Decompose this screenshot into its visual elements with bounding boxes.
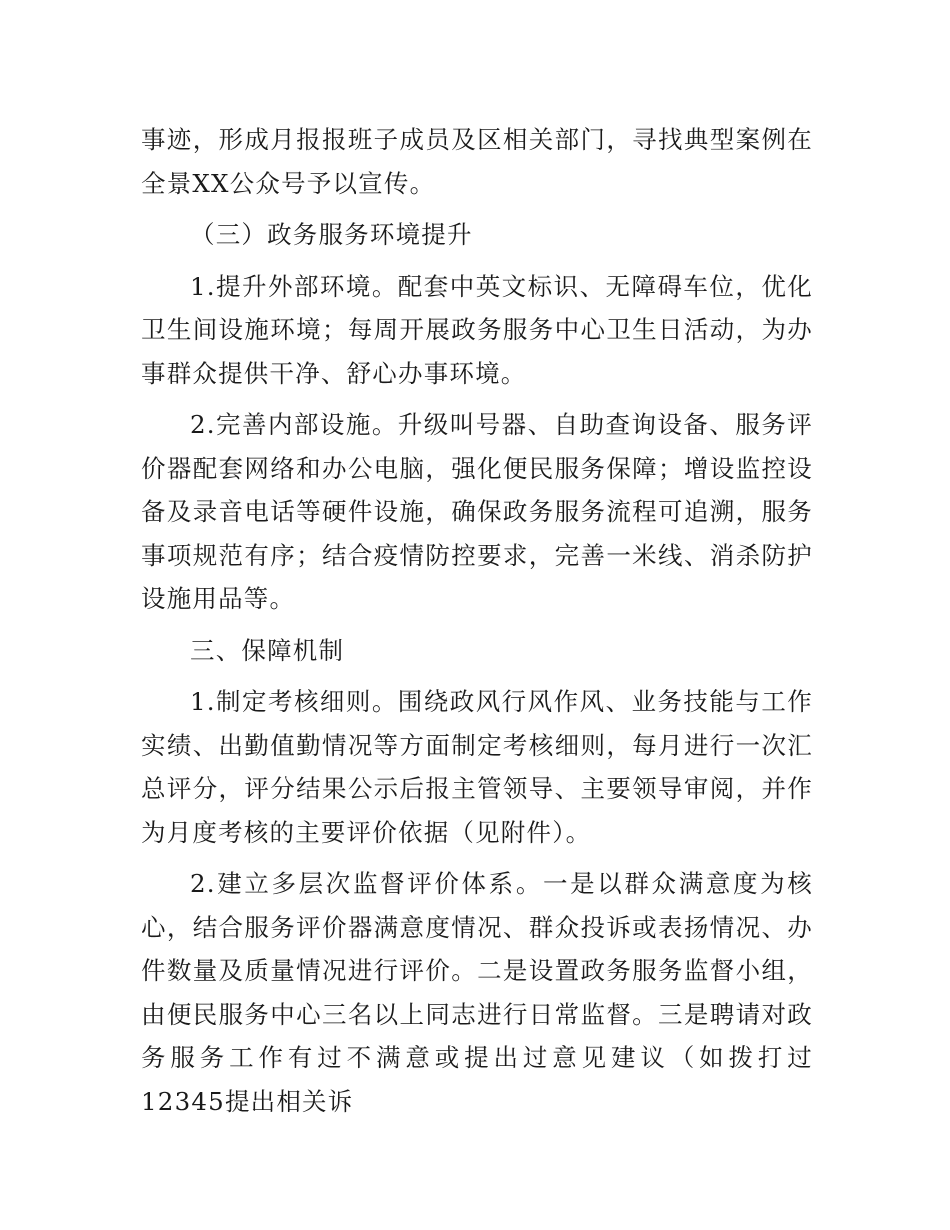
paragraph-supervision-system: 2.建立多层次监督评价体系。一是以群众满意度为核心，结合服务评价器满意度情况、群众投诉或表扬情况、办件数量及质量情况进行评价。二是设置政务服务监督小组，由便民服务中心三名以上同志进行日常监督。三是聘请对政务服务工作有过不满意或提出过意见建议（如拨打过12345提出相关诉 bbox=[141, 869, 813, 1116]
document-body bbox=[141, 118, 813, 1131]
paragraph-external-environment: 1.提升外部环境。配套中英文标识、无障碍车位，优化卫生间设施环境；每周开展政务服务中心卫生日活动，为办事群众提供干净、舒心办事环境。 bbox=[141, 271, 813, 388]
paragraph-continuation: 事迹，形成月报报班子成员及区相关部门，寻找典型案例在全景XX公众号予以宣传。 bbox=[141, 125, 813, 198]
paragraph-assessment-rules: 1.制定考核细则。围绕政风行风作风、业务技能与工作实绩、出勤值勤情况等方面制定考核细则，每月进行一次汇总评分，评分结果公示后报主管领导、主要领导审阅，并作为月度考核的主要评价依据（见附件）。 bbox=[141, 687, 813, 847]
section-heading-guarantee: 三、保障机制 bbox=[190, 635, 345, 665]
subheading-service-environment: （三）政务服务环境提升 bbox=[190, 220, 473, 249]
paragraph-internal-facilities: 2.完善内部设施。升级叫号器、自助查询设备、服务评价器配套网络和办公电脑，强化便民服务保障；增设监控设备及录音电话等硬件设施，确保政务服务流程可追溯，服务事项规范有序；结合疫情防控要求，完善一米线、消杀防护设施用品等。 bbox=[141, 410, 813, 613]
